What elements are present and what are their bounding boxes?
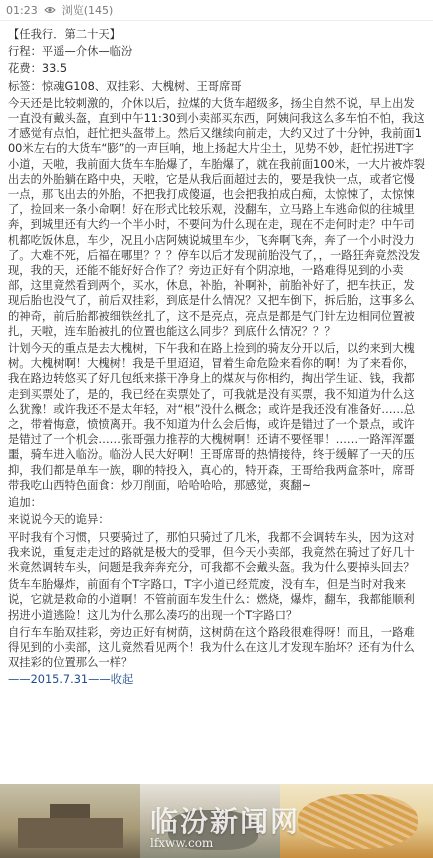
post-tags: 标签：惊魂G108、双挂彩、大槐树、王哥席哥: [8, 79, 242, 93]
fortress-image: [18, 818, 123, 848]
post-paragraph-1: 今天还是比较刺激的，介休以后，拉煤的大货车超级多，扬尘自然不说，早上出发一直没有戴头盔，直到中午11:30到小卖部买东西，阿姨问我这么多车怕不怕，我这才感觉有点怕，赶忙把头盔带上。然后又继续向前走，大约又过了十分钟，我前面100米左右的大货车“膨”的一声巨响，地上扬起大片尘土，见势不妙，赶忙拐进T字小道，天啦，我前面大货车车胎爆了，车胎爆了，就在我前面100米，一大片被炸裂出去的外胎躺在路中央，天啦，它是从我后面超过去的，要是我快一点，或者它慢一点，那飞出去的外胎，不把我打成傻逼，也会把我拍成白痴，太惊悚了，太惊悚了，捡回来一条小命啊！好在形式比较乐观，没翻车，立马路上车逃命似的往城里奔，到城里还有大约一个半小时，不要问为什么现在走，现在不走何时走？中午司机都吃饭休息，车少，况且小店阿姨说城里车少，飞奔啊飞奔，奔了一个小时没力了。大难不死，后福在哪里？？？停车以后才发现前胎没气了，，一路狂奔竟然没发现，我的天，还能不能好好合作了？旁边正好有个阴凉地，一路难得见到的小卖部，这里竟然看到两个，买水，休息，补胎，补啊补，前胎补好了，把车扶正，发现后胎也没气了，前后双挂彩，到底是什么情况？又把车倒下，拆后胎，这事多么的神奇，前后胎都被细铁丝扎了，这不是亮点，亮点是都是气门针左边相同位置被扎，天啦，连车胎被扎的位置也能这么同步？到底什么情况？？？: [8, 96, 425, 338]
post-paragraph-5: 自行车车胎双挂彩，旁边正好有树荫，这树荫在这个路段很难得呀！而且，一路难得见到的小卖部，这儿竟然看见两个！我为什么在这儿才发现车胎坏？还有为什么双挂彩的位置那么一样？: [8, 625, 415, 670]
post-route: 行程：平遥—介休—临汾: [8, 45, 133, 59]
watermark-text: 临汾新闻网: [150, 805, 301, 838]
status-time: 01:23: [6, 3, 38, 17]
post-fee: 花费：33.5: [8, 62, 68, 76]
status-bar: [0, 0, 433, 21]
watermark: [150, 800, 433, 850]
watermark-domain: lfxww.com: [150, 836, 214, 850]
post-paragraph-4: 货车车胎爆炸，前面有个T字路口，T字小道已经荒废，没有车，但是当时对我来说，它就是救命的小道啊！不管前面车发生什么：燃烧，爆炸，翻车，我都能顺利拐进小道逃险！这儿为什么那么凑巧的出现一个T字路口？: [8, 578, 415, 622]
post-paragraph-3: 平时我有个习惯，只要骑过了，那怕只骑过了几米，我都不会调转车头，因为这对我来说，重复走走过的路就是极大的受罪，但今天小卖部，我竟然在骑过了好几十米竟然调转车头，问题是我奔奔充分，可我都不会戴头盔。我为什么要掉头回去？: [8, 530, 415, 574]
view-count: 浏览(145): [61, 4, 114, 17]
post-paragraph-2: 计划今天的重点是去大槐树，下午我和在路上捡到的骑友分开以后，以约来到大槐树。大槐树啊！大槐树！我是千里迢迢，冒着生命危险来看你的啊！为了来看你，我在路边转悠买了好几包纸来搽干净身上的煤灰与你相约，掏出学生证、钱，我都走到买票处了，是的，我已经在卖票处了，可我就是没有买票，我不知道为什么这么犹豫！或许我还不是太年轻，对“根”没什么概念；或许是我还没有准备好……总之，带着悔意，愤愤离开。我不知道为什么会后悔，或许是错过了一个景点，或许是错过了一个机会……张哥强力推荐的大槐树啊！还请不要怪罪！……一路浑浑噩噩，骑车进入临汾。临汾人民大好啊！王哥席哥的热情接待，终于缓解了一天的压抑，我们都是单车一族，聊的特投入，真心的，特开森，王哥给我两盒茶叶，席哥带我吃山西特色面食：炒刀削面，哈哈哈哈，那感觉，爽翻~: [8, 342, 416, 492]
photo-thumbnail[interactable]: [0, 784, 140, 858]
collapse-link[interactable]: ——2015.7.31——收起: [8, 673, 134, 687]
addendum-intro: 来说说今天的诡异：: [8, 513, 110, 527]
post-content: [0, 21, 433, 688]
addendum-label: 追加：: [8, 496, 42, 510]
post-title: 【任我行．第二十天】: [8, 28, 121, 41]
eye-icon: [44, 5, 56, 15]
